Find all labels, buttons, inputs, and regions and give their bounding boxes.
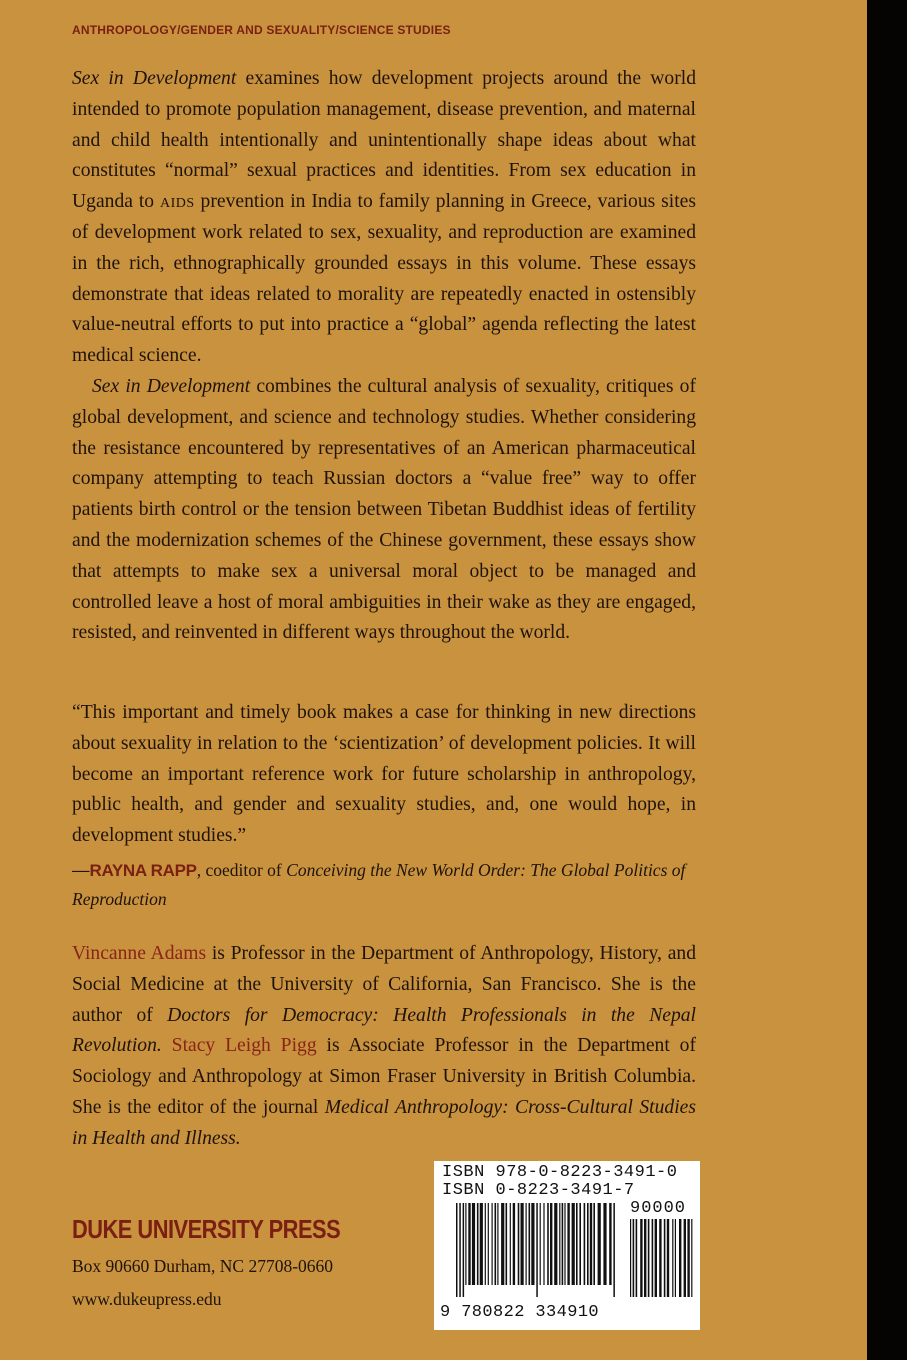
description-paragraph-1: Sex in Development examines how development projects around the world intended to promote population management, disease prevention, and maternal and child health intentionally and unintentionally shape ideas about what constitutes “normal” sexual practices and identities. From sex education in Uganda to aids prevention in India to family planning in Greece, various sites of development work related to sex, sexuality, and reproduction are examined in the rich, ethnographically grounded essays in this volume. These essays demonstrate that ideas related to morality are repeatedly enacted in ostensibly value-neutral efforts to put into practice a “global” agenda reflecting the latest medical science. xyxy=(72,68,696,367)
book-title-italic: Sex in Development xyxy=(92,375,251,397)
book-title-italic: Sex in Development xyxy=(72,68,237,89)
endorser-name: RAYNA RAPP xyxy=(89,861,197,880)
author-bios: Vincanne Adams is Professor in the Department of Anthropology, History, and Social Medicine at the University of California, San Francisco. She is the author of Doctors for Democracy: Health Professionals in the Nepal Revolution. Stacy Leigh Pigg is Associate Professor in the Department of Sociology and Anthropology at Simon Fraser University in British Columbia. She is the editor of the journal Medical Anthropology: Cross-Cultural Studies in Health and Illness. xyxy=(72,943,696,1149)
aids-smallcaps: aids xyxy=(159,191,195,213)
book-description xyxy=(72,64,696,649)
publisher-url: www.dukeupress.edu xyxy=(72,1289,222,1309)
isbn-10: ISBN 0-8223-3491-7 xyxy=(442,1181,635,1200)
category-label: ANTHROPOLOGY/GENDER AND SEXUALITY/SCIENCE STUDIES xyxy=(72,23,451,37)
author-name-pigg: Stacy Leigh Pigg xyxy=(171,1035,317,1057)
isbn-13: ISBN 978-0-8223-3491-0 xyxy=(442,1163,678,1182)
publisher-address: Box 90660 Durham, NC 27708-0660 xyxy=(72,1256,334,1276)
endorsement-attribution: —RAYNA RAPP, coeditor of Conceiving the New World Order: The Global Politics of Reproduction xyxy=(72,860,686,909)
journal-title: Medical Anthropology: Cross-Cultural Studies in Health and Illness. xyxy=(72,1096,696,1149)
adams-book-title: Doctors for Democracy: Health Professionals in the Nepal Revolution. xyxy=(72,1004,696,1057)
isbn-barcode xyxy=(434,1161,700,1330)
spine-shadow xyxy=(867,0,907,1360)
endorser-book-title: Conceiving the New World Order: The Global Politics of Reproduction xyxy=(72,860,686,909)
price-addon-number: 90000 xyxy=(630,1199,687,1218)
barcode-digits: 9 780822 334910 xyxy=(440,1303,600,1322)
publisher-name: DUKE UNIVERSITY PRESS xyxy=(72,1214,341,1244)
author-name-adams: Vincanne Adams xyxy=(72,943,207,964)
description-paragraph-2: Sex in Development combines the cultural analysis of sexuality, critiques of global development, and science and technology studies. Whether considering the resistance encountered by representatives of an American pharmaceutical company attempting to teach Russian doctors a “value free” way to offer patients birth control or the tension between Tibetan Buddhist ideas of fertility and the modernization schemes of the Chinese government, these essays show that attempts to make sex a universal moral object to be managed and controlled leave a host of moral ambiguities in their wake as they are engaged, resisted, and reinvented in different ways throughout the world. xyxy=(72,375,696,644)
endorsement-quote: “This important and timely book makes a case for thinking in new directions about sexuality in relation to the ‘scientization’ of development policies. It will become an important reference work for future scholarship in anthropology, public health, and gender and sexuality studies, and, one would hope, in development studies.” xyxy=(72,702,696,847)
